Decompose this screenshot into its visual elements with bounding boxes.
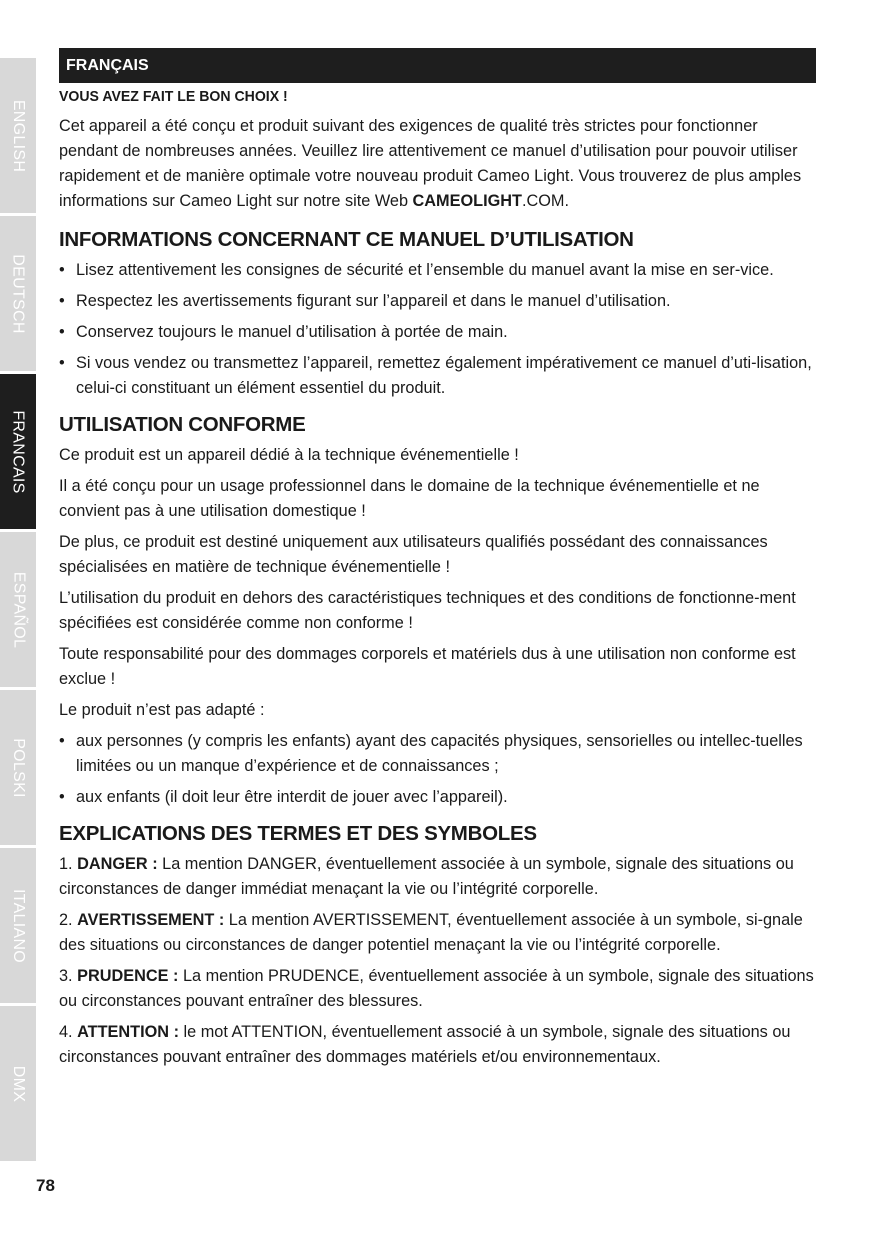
tab-dmx[interactable]: [0, 1006, 36, 1161]
term-label: AVERTISSEMENT :: [77, 911, 225, 929]
paragraph: Le produit n’est pas adapté :: [59, 701, 265, 719]
list-item: • Respectez les avertissements figurant sur l’appareil et dans le manuel d’utilisation.: [59, 289, 816, 314]
tab-espanol[interactable]: [0, 532, 36, 687]
manual-info-section: [59, 228, 816, 401]
tab-label: ENGLISH: [10, 99, 27, 172]
paragraph: Toute responsabilité pour des dommages corporels et matériels dus à une utilisation non conforme est exclue !: [59, 645, 796, 688]
term-item-attention: [59, 1020, 816, 1070]
website-suffix: .COM.: [521, 192, 569, 210]
term-text: La mention AVERTISSEMENT, éventuellement associée à un symbole, si-gnale des situations ou circonstances de danger potentiel menaçant la vie ou l’intégrité corporelle.: [59, 911, 803, 954]
intended-use-list: [59, 729, 816, 810]
intro-text: Cet appareil a été conçu et produit suivant des exigences de qualité très strictes pour fonctionner pendant de nombreuses années. Veuillez lire attentivement ce manuel d’utilisation pour pouvoir utiliser rapidement et de manière optimale votre nouveau produit Cameo Light. Vous trouverez de plus amples informations sur Cameo Light sur notre site Web: [59, 117, 802, 210]
page-content: [59, 48, 816, 1082]
tab-label: POLSKI: [10, 737, 28, 798]
tab-english[interactable]: [0, 58, 36, 213]
language-header: FRANÇAIS: [59, 48, 816, 83]
term-text: La mention DANGER, éventuellement associée à un symbole, signale des situations ou circonstances de danger immédiat menaçant la vie ou l’intégrité corporelle.: [59, 855, 794, 898]
website-name[interactable]: CAMEOLIGHT: [412, 192, 522, 210]
term-label: DANGER :: [77, 855, 158, 873]
subtitle: VOUS AVEZ FAIT LE BON CHOIX !: [59, 88, 288, 105]
tab-italiano[interactable]: [0, 848, 36, 1003]
language-tabs: [0, 58, 36, 1164]
manual-info-heading: INFORMATIONS CONCERNANT CE MANUEL D’UTILISATION: [59, 228, 634, 251]
term-number: 2.: [59, 911, 78, 929]
term-number: 4.: [59, 1023, 78, 1041]
tab-polski[interactable]: [0, 690, 36, 845]
list-item: • Conservez toujours le manuel d’utilisation à portée de main.: [59, 320, 816, 345]
tab-label: FRANCAIS: [10, 409, 27, 494]
tab-francais[interactable]: [0, 374, 36, 529]
tab-deutsch[interactable]: [0, 216, 36, 371]
manual-info-list: [59, 258, 816, 401]
paragraph: L’utilisation du produit en dehors des caractéristiques techniques et des conditions de fonctionne-ment spécifiées est considérée comme non conforme !: [59, 589, 796, 632]
tab-label: DMX: [10, 1065, 27, 1102]
intended-use-section: [59, 413, 816, 810]
tab-label: ESPAÑOL: [10, 571, 27, 648]
paragraph: De plus, ce produit est destiné uniquement aux utilisateurs qualifiés possédant des connaissances spécialisées en matière de technique événementielle !: [59, 533, 768, 576]
term-label: ATTENTION :: [77, 1023, 180, 1041]
page-number: 78: [36, 1176, 55, 1195]
tab-label: ITALIANO: [10, 888, 27, 963]
tab-label: DEUTSCH: [10, 253, 27, 334]
paragraph: Il a été conçu pour un usage professionnel dans le domaine de la technique événementielle et ne convient pas à une utilisation domestique !: [59, 477, 760, 520]
term-text: le mot ATTENTION, éventuellement associé à un symbole, signale des situations ou circonstances pouvant entraîner des dommages matériels et/ou environnementaux.: [59, 1023, 791, 1066]
terms-section: [59, 822, 816, 1070]
list-item: • aux enfants (il doit leur être interdit de jouer avec l’appareil).: [59, 785, 816, 810]
term-label: PRUDENCE :: [77, 967, 179, 985]
intro-paragraph: [59, 114, 816, 214]
intended-use-heading: UTILISATION CONFORME: [59, 413, 306, 436]
term-number: 1.: [59, 855, 78, 873]
terms-heading: EXPLICATIONS DES TERMES ET DES SYMBOLES: [59, 822, 537, 845]
term-item-avertissement: [59, 908, 816, 958]
paragraph: Ce produit est un appareil dédié à la technique événementielle !: [59, 446, 519, 464]
term-item-prudence: [59, 964, 816, 1014]
term-number: 3.: [59, 967, 78, 985]
term-text: La mention PRUDENCE, éventuellement associée à un symbole, signale des situations ou circonstances pouvant entraîner des blessures.: [59, 967, 814, 1010]
list-item: • Lisez attentivement les consignes de sécurité et l’ensemble du manuel avant la mise en ser-vice.: [59, 258, 816, 283]
list-item: • Si vous vendez ou transmettez l’appareil, remettez également impérativement ce manuel d’uti-lisation, celui-ci constituant un élément essentiel du produit.: [59, 351, 816, 401]
term-item-danger: [59, 852, 816, 902]
list-item: • aux personnes (y compris les enfants) ayant des capacités physiques, sensorielles ou intellec-tuelles limitées ou un manque d’expérience et de connaissances ;: [59, 729, 816, 779]
